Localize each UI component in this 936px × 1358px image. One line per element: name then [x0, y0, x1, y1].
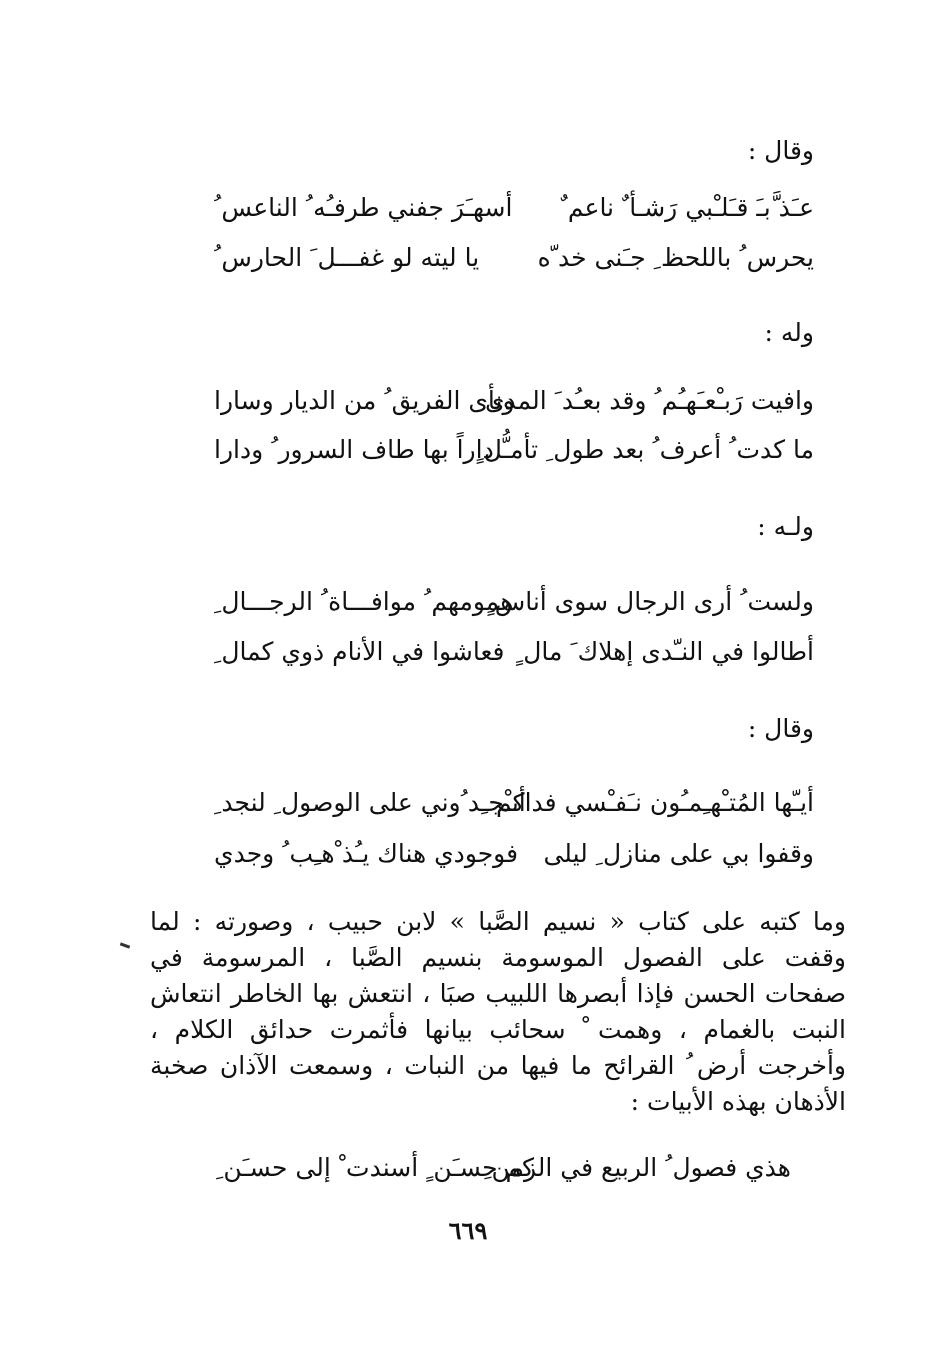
section-4-intro: وقال :	[747, 714, 814, 743]
page-number: ٦٦٩	[448, 1216, 488, 1245]
second-hemistich: فعاشوا في الأنام ذوي كمال ِ	[214, 637, 505, 666]
section-3-verse-2	[214, 634, 814, 670]
second-hemistich: همومهم ُ موافـــاة ُ الرجـــال ِ	[214, 587, 514, 616]
section-2-verse-1	[214, 383, 814, 419]
first-hemistich: هذي فصول ُ الربيع في الزمن ِ	[484, 1153, 791, 1182]
second-hemistich: فوجودي هناك يـُذ ْهـِب ُ وجدي	[214, 839, 519, 868]
second-hemistich: أسهـَرَ جفني طرفـُه ُ الناعس ُ	[214, 193, 513, 222]
second-hemistich: داراً بها طاف السرور ُ ودارا	[214, 435, 494, 464]
second-hemistich: كم حسـَن ٍ أسندت ْ إلى حسـَن ِ	[216, 1153, 535, 1182]
section-1-verse-1	[214, 190, 814, 226]
first-hemistich: وافيت رَبـْعـَهـُم ُ وقد بعـُد َ المدى	[484, 386, 814, 415]
first-hemistich: ولست ُ أرى الرجال سوى أناس ٍ	[487, 587, 814, 616]
first-hemistich: ما كدت ُ أعرف ُ بعد طول ِ تأمـُّل ٍ	[476, 435, 814, 464]
section-1-intro: وقال :	[747, 136, 814, 165]
second-hemistich: ونأى الفريق ُ من الديار وسارا	[214, 386, 515, 415]
section-2-intro: وله :	[764, 318, 814, 347]
section-4-verse-2	[214, 836, 814, 872]
section-3-intro: ولـه :	[757, 512, 814, 541]
second-hemistich: يا ليته لو غفـــل َ الحارس ُ	[214, 243, 480, 272]
section-1-verse-2	[214, 240, 814, 276]
first-hemistich: أيـّها المُتـْهـِمـُون نـَفـْسي فداكم	[496, 788, 814, 817]
second-hemistich: أنـْجـِد ُوني على الوصول ِ لنجد ِ	[214, 788, 526, 817]
section-2-verse-2	[214, 432, 814, 468]
prose-text: وما كتبه على كتاب « نسيم الصَّبا » لابن حبيب ، وصورته : لما وقفت على الفصول الموسومة بنسيم الصَّبا ، المرسومة في صفحات الحسن فإذا أبصرها اللبيب صبَا ، انتعش بها الخاطر انتعاش النبت بالغمام ، وهمت ْ سحائب بيانها فأثمرت حدائق الكلام ، وأخرجت أرض ُ القرائح ما فيها من النبات ، وسمعت الآذان صخبة الأذهان بهذه الأبيات :	[150, 907, 846, 1116]
section-3-verse-1	[214, 584, 814, 620]
first-hemistich: وقفوا بي على منازل ِ ليلى	[543, 839, 814, 868]
first-hemistich: عـَذ َّبـَ قـَلـْبي رَشـأ ٌ ناعم ٌ	[560, 193, 814, 222]
section-4-verse-1	[214, 785, 814, 821]
prose-paragraph	[150, 904, 846, 1120]
first-hemistich: يحرس ُ باللحظ ِ جـَنى خد ّه	[537, 243, 814, 272]
final-verse	[216, 1150, 791, 1186]
first-hemistich: أطالوا في النـّدى إهلاك َ مال ٍ	[515, 637, 814, 666]
